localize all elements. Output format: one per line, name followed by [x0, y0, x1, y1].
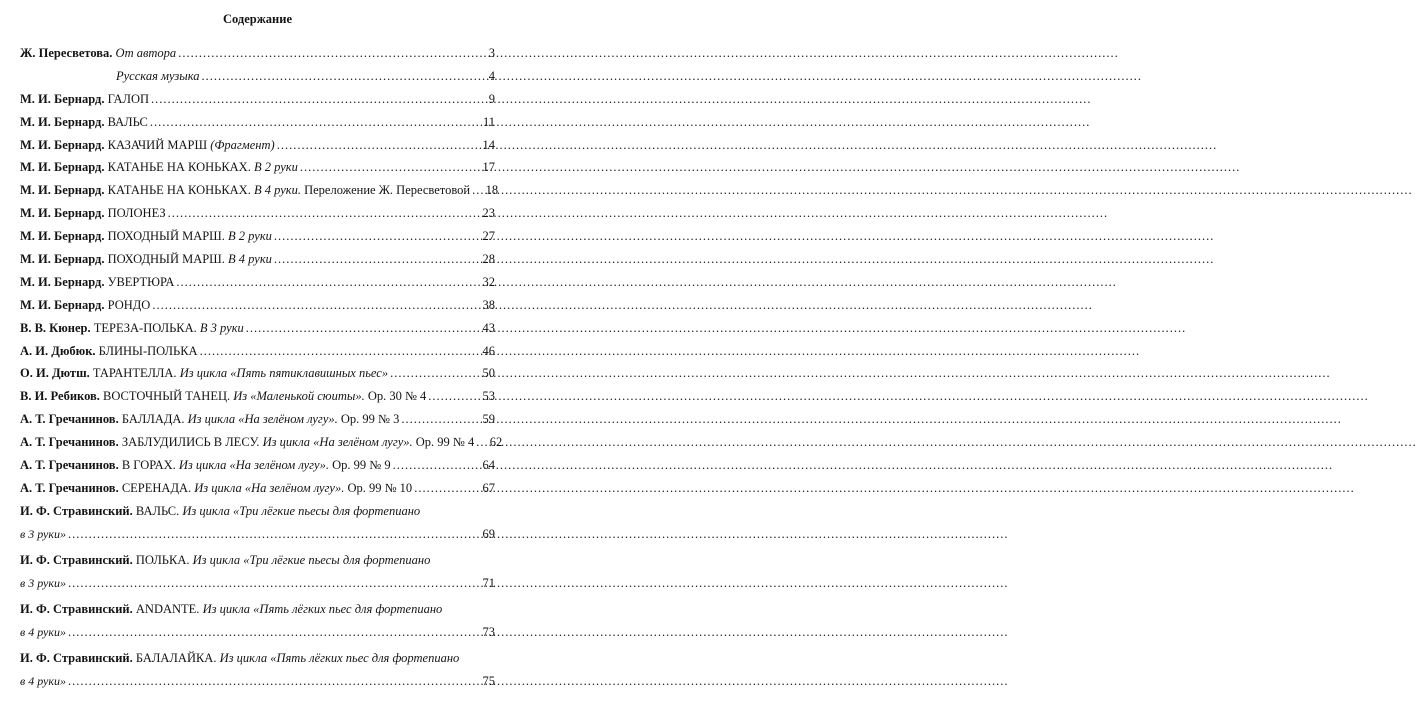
entry-text: [20, 553, 430, 568]
entry-author: М. И. Бернард.: [20, 274, 105, 289]
toc-entry: [20, 458, 495, 481]
entry-note: Из цикла «Пять пятиклавишных пьес»: [179, 366, 389, 381]
entry-text: [20, 115, 148, 130]
page-number: 59: [482, 412, 495, 427]
entry-note: Из цикла «Три лёгкие пьесы для фортепиано: [182, 503, 421, 518]
entry-note: Из цикла «На зелёном лугу».: [187, 412, 338, 427]
entry-text: [20, 321, 244, 336]
entry-title: ЗАБЛУДИЛИСЬ В ЛЕСУ.: [121, 435, 260, 450]
toc-entry-continuation: [20, 674, 495, 700]
entry-title: Русская музыка: [116, 68, 200, 83]
entry-text: [20, 92, 149, 107]
toc-entry: [20, 298, 495, 321]
dot-leader: [200, 344, 479, 359]
entry-note: Из цикла «Три лёгкие пьесы для фортепиано: [192, 553, 431, 567]
entry-title: ТАРАНТЕЛЛА.: [92, 366, 177, 381]
page-number: 9: [488, 91, 495, 106]
page-number: 4: [488, 68, 495, 83]
entry-author: М. И. Бернард.: [20, 91, 105, 106]
toc-entry: [20, 92, 495, 115]
table-of-contents: [20, 46, 503, 701]
entry-note: Из цикла «На зелёном лугу».: [262, 435, 413, 450]
entry-text: [20, 275, 174, 290]
entry-note: В 2 руки: [228, 229, 272, 244]
dot-leader: [152, 298, 479, 313]
entry-text: [20, 206, 166, 221]
entry-title: В ГОРАХ.: [121, 458, 176, 473]
dot-leader: [476, 435, 486, 450]
page-number: 75: [482, 674, 495, 689]
page-number: 27: [482, 229, 495, 244]
entry-text: [20, 412, 399, 427]
entry-author: М. И. Бернард.: [20, 137, 105, 152]
dot-leader: [202, 69, 480, 84]
page-number: 38: [482, 297, 495, 312]
toc-entry: [20, 389, 495, 412]
entry-author: А. Т. Гречанинов.: [20, 435, 119, 450]
dot-leader: [168, 206, 479, 221]
dot-leader: [390, 366, 479, 381]
dot-leader: [414, 481, 479, 496]
toc-entry: [20, 183, 499, 206]
entry-text: [20, 504, 420, 519]
entry-title: СЕРЕНАДА.: [121, 480, 192, 495]
entry-extra: Ор. 99 № 10: [347, 480, 413, 495]
page-number: 46: [482, 343, 495, 358]
entry-text: [20, 69, 200, 84]
dot-leader: [178, 46, 479, 61]
toc-entry: [20, 435, 503, 458]
entry-note: (Фрагмент): [210, 137, 275, 152]
entry-text: [20, 46, 176, 61]
entry-extra: Ор. 99 № 3: [340, 412, 400, 427]
entry-author: М. И. Бернард.: [20, 252, 105, 267]
entry-text: [20, 435, 474, 450]
toc-entry: [20, 229, 495, 252]
toc-entry: [20, 160, 495, 183]
entry-author: В. И. Ребиков.: [20, 389, 100, 404]
entry-continuation: в 4 руки»: [20, 674, 66, 689]
page-number: 64: [482, 458, 495, 473]
entry-extra: Ор. 99 № 9: [332, 458, 391, 473]
document-page: [0, 0, 515, 700]
dot-leader: [274, 252, 479, 267]
entry-title: БЛИНЫ-ПОЛЬКА: [98, 343, 198, 358]
toc-entry: [20, 138, 495, 161]
entry-author: М. И. Бернард.: [20, 183, 105, 198]
entry-title: КАТАНЬЕ НА КОНЬКАХ.: [107, 160, 251, 175]
page-number: 32: [482, 274, 495, 289]
page-number: 53: [482, 389, 495, 404]
entry-text: [20, 651, 459, 666]
entry-text: [20, 481, 412, 496]
entry-title: РОНДО: [107, 297, 151, 312]
dot-leader: [277, 138, 479, 153]
toc-entry-continuation: [20, 576, 495, 602]
entry-note: В 2 руки: [253, 160, 298, 175]
dot-leader: [68, 625, 479, 640]
dot-leader: [68, 576, 479, 591]
entry-extra: Ор. 30 № 4: [367, 389, 427, 404]
entry-text: [20, 366, 388, 381]
entry-text: [20, 252, 272, 267]
dot-leader: [151, 92, 479, 107]
entry-text: [20, 160, 298, 175]
dot-leader: [68, 674, 479, 689]
entry-title: ПОЛЬКА.: [135, 553, 190, 567]
entry-note: Из цикла «Пять лёгких пьес для фортепиано: [219, 651, 460, 666]
entry-title: ВОСТОЧНЫЙ ТАНЕЦ.: [103, 389, 231, 404]
entry-text: [20, 458, 391, 473]
entry-author: М. И. Бернард.: [20, 297, 105, 312]
dot-leader: [68, 527, 479, 542]
entry-continuation: в 3 руки»: [20, 526, 66, 541]
entry-author: И. Ф. Стравинский.: [20, 553, 133, 567]
entry-title: От автора: [115, 46, 177, 60]
entry-title: КАТАНЬЕ НА КОНЬКАХ.: [107, 183, 251, 198]
entry-author: А. Т. Гречанинов.: [20, 480, 119, 495]
page-number: 73: [482, 625, 495, 640]
entry-title: КАЗАЧИЙ МАРШ: [107, 137, 208, 152]
toc-entry: [20, 651, 495, 674]
entry-author: М. И. Бернард.: [20, 206, 105, 221]
toc-entry: [20, 412, 495, 435]
dot-leader: [246, 321, 479, 336]
entry-title: ПОЛОНЕЗ: [107, 206, 166, 221]
dot-leader: [300, 160, 479, 175]
entry-note: Из «Маленькой сюиты».: [233, 389, 365, 404]
toc-entry: [20, 46, 495, 69]
entry-author: Ж. Пересветова.: [20, 46, 113, 60]
entry-text: [20, 298, 150, 313]
entry-title: ВАЛЬС: [107, 114, 148, 129]
entry-extra: Переложение Ж. Пересветовой: [304, 183, 471, 198]
toc-entry: [20, 344, 495, 367]
page-number: 3: [488, 46, 495, 60]
toc-entry: [20, 504, 495, 527]
entry-note: Из цикла «На зелёном лугу».: [194, 480, 345, 495]
page-number: 17: [482, 160, 495, 175]
dot-leader: [150, 115, 479, 130]
dot-leader: [393, 458, 479, 473]
toc-entry-continuation: [20, 527, 495, 553]
page-number: 14: [482, 137, 495, 152]
entry-title: ANDANTE.: [135, 602, 200, 617]
toc-entry: [20, 252, 495, 275]
toc-entry: [20, 275, 495, 298]
entry-author: В. В. Кюнер.: [20, 320, 91, 335]
entry-title: ТЕРЕЗА-ПОЛЬКА.: [93, 320, 197, 335]
entry-continuation: в 3 руки»: [20, 575, 66, 590]
entry-note: В 4 руки: [228, 252, 272, 267]
entry-text: [20, 138, 275, 153]
entry-note: Из цикла «На зелёном лугу».: [178, 458, 329, 473]
page-number: 28: [482, 252, 495, 267]
page-number: 67: [482, 480, 495, 495]
entry-author: И. Ф. Стравинский.: [20, 651, 133, 666]
dot-leader: [176, 275, 479, 290]
entry-continuation: в 4 руки»: [20, 625, 66, 640]
entry-text: [20, 229, 272, 244]
toc-entry: [20, 321, 495, 344]
entry-title: УВЕРТЮРА: [107, 274, 175, 289]
page-number: 50: [482, 366, 495, 381]
entry-text: [20, 183, 470, 198]
page-title: Содержание: [222, 12, 292, 26]
entry-note: В 3 руки: [199, 320, 244, 335]
toc-entry-continuation: [20, 625, 495, 651]
toc-entry: [20, 553, 495, 576]
entry-author: И. Ф. Стравинский.: [20, 602, 133, 617]
dot-leader: [472, 183, 482, 198]
entry-text: [20, 344, 198, 359]
entry-extra: Ор. 99 № 4: [415, 435, 475, 450]
toc-entry: [20, 366, 495, 389]
entry-note: Из цикла «Пять лёгких пьес для фортепиано: [202, 602, 443, 617]
toc-entry: [20, 115, 495, 138]
page-number: 71: [482, 575, 495, 590]
toc-entry: [20, 69, 495, 92]
entry-title: ВАЛЬС.: [135, 503, 180, 518]
dot-leader: [274, 229, 479, 244]
entry-text: [20, 602, 442, 617]
entry-title: БАЛАЛАЙКА.: [135, 651, 217, 666]
entry-note: В 4 руки.: [253, 183, 301, 198]
entry-title: ГАЛОП: [107, 91, 150, 106]
dot-leader: [401, 412, 479, 427]
toc-entry: [20, 602, 495, 625]
entry-author: О. И. Дютш.: [20, 366, 90, 381]
dot-leader: [428, 389, 479, 404]
page-number: 11: [482, 114, 495, 129]
entry-author: М. И. Бернард.: [20, 229, 105, 244]
entry-title: ПОХОДНЫЙ МАРШ.: [107, 252, 225, 267]
page-number: 69: [482, 526, 495, 541]
page-number: 18: [485, 183, 499, 198]
page-number: 43: [482, 320, 495, 335]
entry-author: А. Т. Гречанинов.: [20, 458, 119, 473]
page-number: 23: [482, 206, 495, 221]
toc-entry: [20, 481, 495, 504]
entry-author: И. Ф. Стравинский.: [20, 503, 133, 518]
entry-author: А. Т. Гречанинов.: [20, 412, 119, 427]
entry-author: М. И. Бернард.: [20, 114, 105, 129]
entry-author: А. И. Дюбюк.: [20, 343, 96, 358]
toc-entry: [20, 206, 495, 229]
page-number: 62: [489, 435, 503, 450]
entry-title: БАЛЛАДА.: [121, 412, 185, 427]
entry-title: ПОХОДНЫЙ МАРШ.: [107, 229, 225, 244]
entry-text: [20, 389, 426, 404]
entry-author: М. И. Бернард.: [20, 160, 105, 175]
